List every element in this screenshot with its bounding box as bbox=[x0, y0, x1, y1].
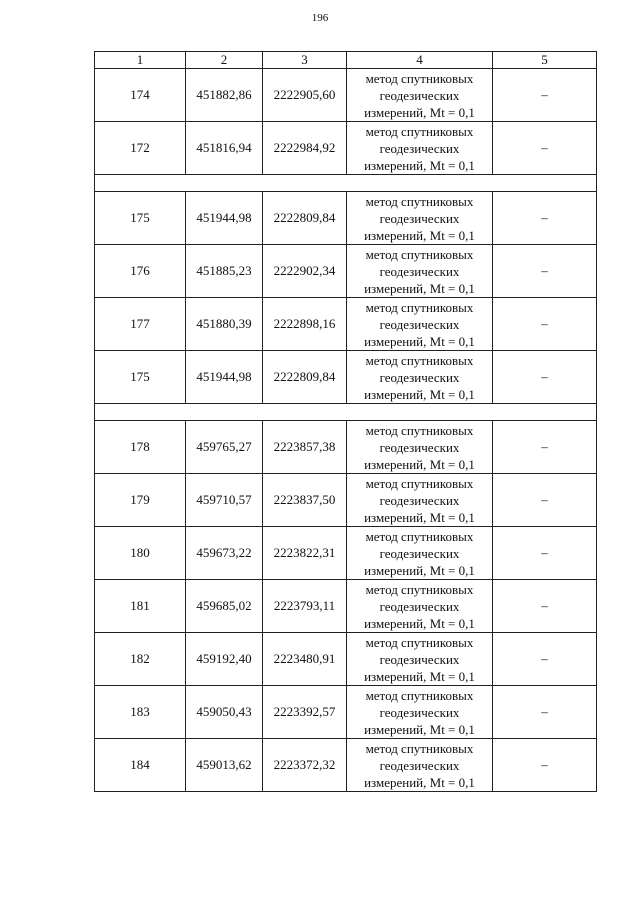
method-cell bbox=[347, 192, 493, 245]
method-line: геодезических bbox=[379, 439, 460, 455]
y-coordinate-cell: 2222809,84 bbox=[263, 192, 347, 245]
table-row bbox=[95, 245, 597, 298]
point-number-cell: 180 bbox=[95, 527, 186, 580]
note-cell: – bbox=[493, 351, 597, 404]
x-coordinate-cell: 459192,40 bbox=[186, 633, 263, 686]
point-number-cell: 182 bbox=[95, 633, 186, 686]
y-coordinate-cell: 2223857,38 bbox=[263, 421, 347, 474]
note-cell: – bbox=[493, 474, 597, 527]
method-cell bbox=[347, 474, 493, 527]
method-line: измерений, Mt = 0,1 bbox=[364, 386, 475, 402]
point-number-cell: 179 bbox=[95, 474, 186, 527]
method-line: геодезических bbox=[379, 545, 460, 561]
method-line: метод спутниковых bbox=[365, 422, 474, 438]
point-number-cell: 174 bbox=[95, 69, 186, 122]
method-line: измерений, Mt = 0,1 bbox=[364, 509, 475, 525]
header-row bbox=[95, 52, 597, 69]
point-number-cell: 184 bbox=[95, 739, 186, 792]
x-coordinate-cell: 459765,27 bbox=[186, 421, 263, 474]
note-cell: – bbox=[493, 527, 597, 580]
method-line: геодезических bbox=[379, 369, 460, 385]
table-row bbox=[95, 739, 597, 792]
header-cell: 5 bbox=[493, 52, 597, 69]
method-line: метод спутниковых bbox=[365, 528, 474, 544]
method-line: геодезических bbox=[379, 651, 460, 667]
table-row bbox=[95, 69, 597, 122]
note-cell: – bbox=[493, 633, 597, 686]
method-line: измерений, Mt = 0,1 bbox=[364, 157, 475, 173]
method-line: метод спутниковых bbox=[365, 740, 474, 756]
method-cell bbox=[347, 633, 493, 686]
x-coordinate-cell: 451882,86 bbox=[186, 69, 263, 122]
x-coordinate-cell: 459050,43 bbox=[186, 686, 263, 739]
method-line: метод спутниковых bbox=[365, 687, 474, 703]
method-line: геодезических bbox=[379, 263, 460, 279]
x-coordinate-cell: 451944,98 bbox=[186, 351, 263, 404]
x-coordinate-cell: 459673,22 bbox=[186, 527, 263, 580]
point-number-cell: 176 bbox=[95, 245, 186, 298]
method-line: измерений, Mt = 0,1 bbox=[364, 562, 475, 578]
method-line: измерений, Mt = 0,1 bbox=[364, 104, 475, 120]
method-line: геодезических bbox=[379, 87, 460, 103]
table-body bbox=[95, 69, 597, 792]
table-row bbox=[95, 298, 597, 351]
y-coordinate-cell: 2223793,11 bbox=[263, 580, 347, 633]
table-row bbox=[95, 421, 597, 474]
method-cell bbox=[347, 69, 493, 122]
method-line: измерений, Mt = 0,1 bbox=[364, 333, 475, 349]
note-cell: – bbox=[493, 739, 597, 792]
y-coordinate-cell: 2223372,32 bbox=[263, 739, 347, 792]
method-line: геодезических bbox=[379, 492, 460, 508]
point-number-cell: 178 bbox=[95, 421, 186, 474]
x-coordinate-cell: 451816,94 bbox=[186, 122, 263, 175]
method-cell bbox=[347, 298, 493, 351]
y-coordinate-cell: 2222902,34 bbox=[263, 245, 347, 298]
method-cell bbox=[347, 421, 493, 474]
method-line: метод спутниковых bbox=[365, 299, 474, 315]
method-line: измерений, Mt = 0,1 bbox=[364, 615, 475, 631]
table-row bbox=[95, 474, 597, 527]
x-coordinate-cell: 451944,98 bbox=[186, 192, 263, 245]
method-cell bbox=[347, 527, 493, 580]
separator-row bbox=[95, 404, 597, 421]
method-cell bbox=[347, 580, 493, 633]
y-coordinate-cell: 2222984,92 bbox=[263, 122, 347, 175]
method-line: метод спутниковых bbox=[365, 70, 474, 86]
page-number: 196 bbox=[311, 12, 329, 24]
method-line: геодезических bbox=[379, 598, 460, 614]
method-cell bbox=[347, 686, 493, 739]
method-line: измерений, Mt = 0,1 bbox=[364, 668, 475, 684]
note-cell: – bbox=[493, 580, 597, 633]
table-row bbox=[95, 686, 597, 739]
y-coordinate-cell: 2222905,60 bbox=[263, 69, 347, 122]
note-cell: – bbox=[493, 122, 597, 175]
x-coordinate-cell: 459013,62 bbox=[186, 739, 263, 792]
method-line: метод спутниковых bbox=[365, 352, 474, 368]
method-line: геодезических bbox=[379, 316, 460, 332]
method-line: геодезических bbox=[379, 210, 460, 226]
coordinates-table bbox=[94, 51, 597, 792]
header-cell: 3 bbox=[263, 52, 347, 69]
y-coordinate-cell: 2223392,57 bbox=[263, 686, 347, 739]
method-line: измерений, Mt = 0,1 bbox=[364, 280, 475, 296]
separator-row bbox=[95, 175, 597, 192]
point-number-cell: 175 bbox=[95, 192, 186, 245]
x-coordinate-cell: 451885,23 bbox=[186, 245, 263, 298]
method-cell bbox=[347, 351, 493, 404]
x-coordinate-cell: 459685,02 bbox=[186, 580, 263, 633]
table-row bbox=[95, 527, 597, 580]
point-number-cell: 177 bbox=[95, 298, 186, 351]
header-cell: 2 bbox=[186, 52, 263, 69]
note-cell: – bbox=[493, 192, 597, 245]
header-cell: 4 bbox=[347, 52, 493, 69]
method-cell bbox=[347, 245, 493, 298]
note-cell: – bbox=[493, 686, 597, 739]
y-coordinate-cell: 2222809,84 bbox=[263, 351, 347, 404]
method-line: метод спутниковых bbox=[365, 193, 474, 209]
method-line: геодезических bbox=[379, 704, 460, 720]
y-coordinate-cell: 2223822,31 bbox=[263, 527, 347, 580]
point-number-cell: 175 bbox=[95, 351, 186, 404]
note-cell: – bbox=[493, 245, 597, 298]
method-line: измерений, Mt = 0,1 bbox=[364, 227, 475, 243]
table-row bbox=[95, 351, 597, 404]
method-line: метод спутниковых bbox=[365, 634, 474, 650]
x-coordinate-cell: 451880,39 bbox=[186, 298, 263, 351]
method-line: измерений, Mt = 0,1 bbox=[364, 721, 475, 737]
table-row bbox=[95, 192, 597, 245]
y-coordinate-cell: 2223837,50 bbox=[263, 474, 347, 527]
method-line: измерений, Mt = 0,1 bbox=[364, 774, 475, 790]
y-coordinate-cell: 2223480,91 bbox=[263, 633, 347, 686]
point-number-cell: 172 bbox=[95, 122, 186, 175]
method-line: метод спутниковых bbox=[365, 475, 474, 491]
table-row bbox=[95, 580, 597, 633]
point-number-cell: 181 bbox=[95, 580, 186, 633]
y-coordinate-cell: 2222898,16 bbox=[263, 298, 347, 351]
table-row bbox=[95, 122, 597, 175]
point-number-cell: 183 bbox=[95, 686, 186, 739]
note-cell: – bbox=[493, 298, 597, 351]
method-line: геодезических bbox=[379, 757, 460, 773]
method-line: геодезических bbox=[379, 140, 460, 156]
separator-cell bbox=[95, 404, 597, 421]
method-line: измерений, Mt = 0,1 bbox=[364, 456, 475, 472]
table-row bbox=[95, 633, 597, 686]
method-line: метод спутниковых bbox=[365, 581, 474, 597]
method-line: метод спутниковых bbox=[365, 123, 474, 139]
note-cell: – bbox=[493, 69, 597, 122]
x-coordinate-cell: 459710,57 bbox=[186, 474, 263, 527]
method-cell bbox=[347, 739, 493, 792]
header-cell: 1 bbox=[95, 52, 186, 69]
method-cell bbox=[347, 122, 493, 175]
method-line: метод спутниковых bbox=[365, 246, 474, 262]
note-cell: – bbox=[493, 421, 597, 474]
separator-cell bbox=[95, 175, 597, 192]
